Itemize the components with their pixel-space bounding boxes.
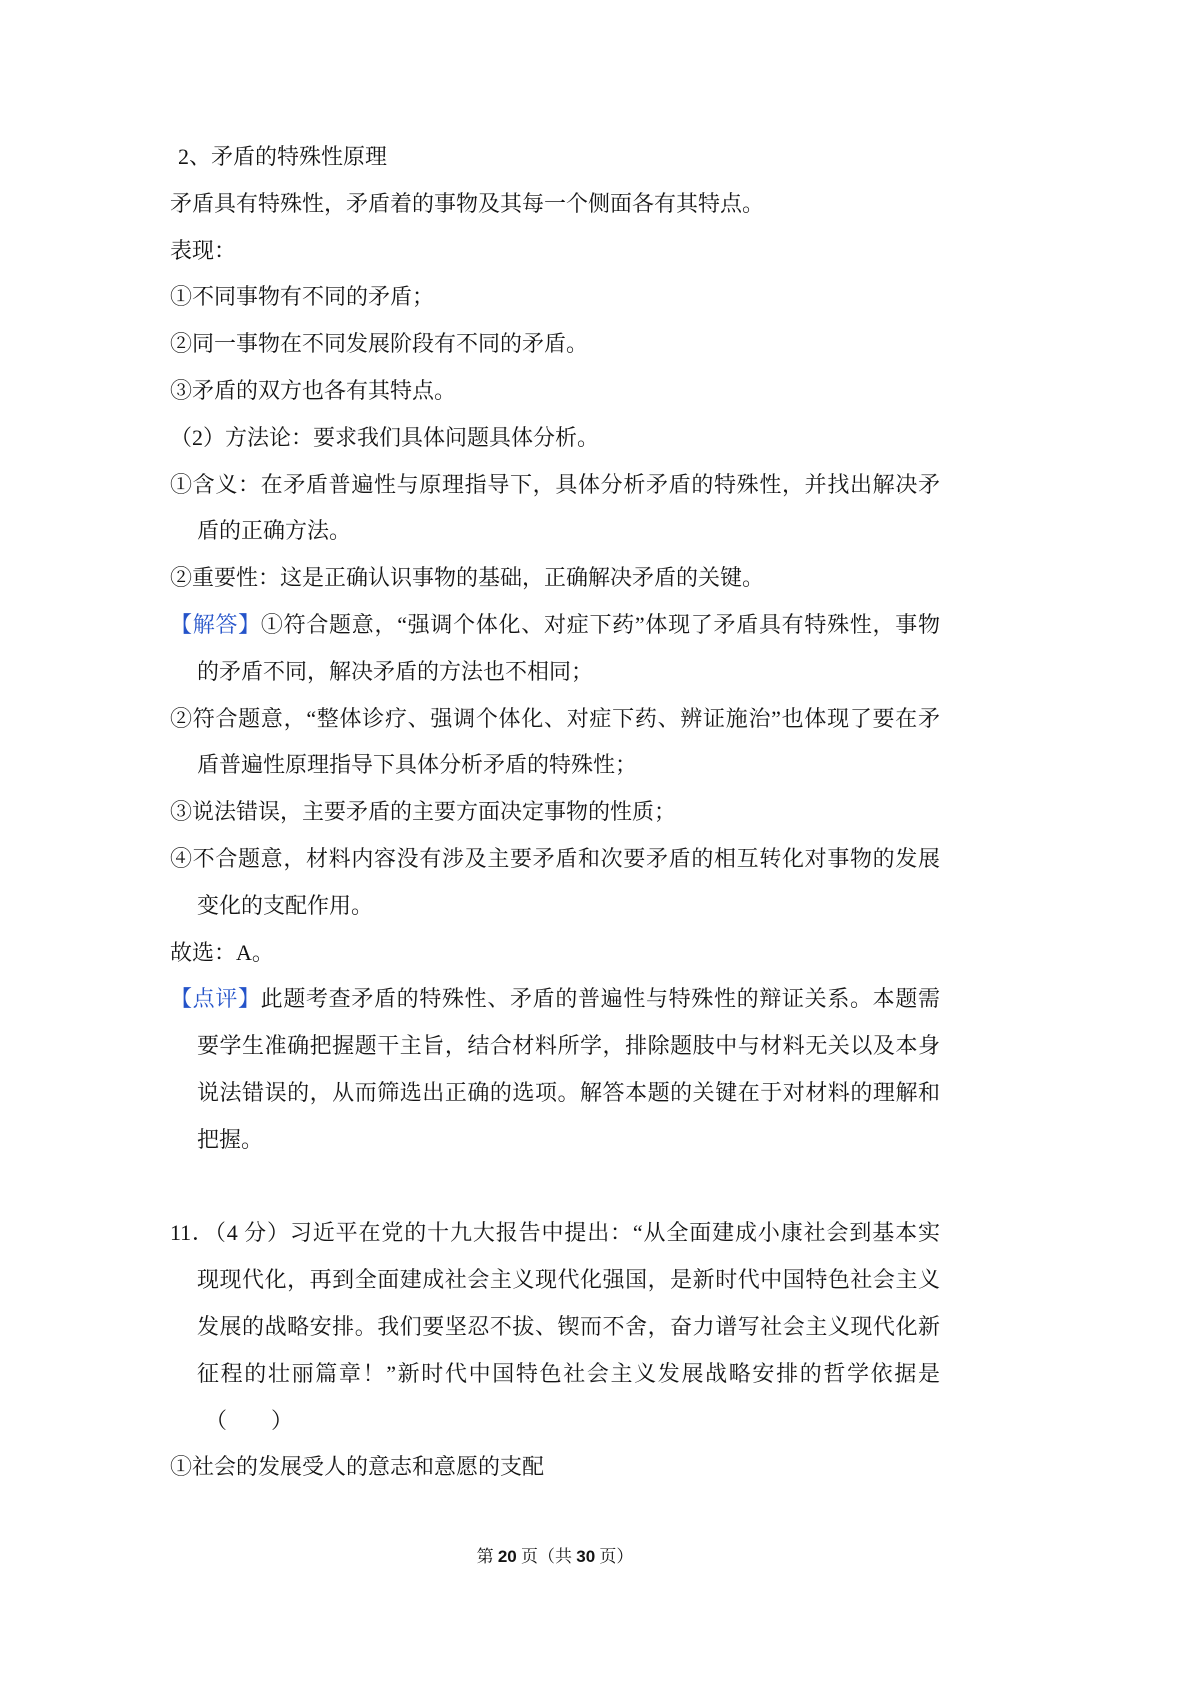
footer-middle: 页（共: [516, 1547, 577, 1566]
footer-suffix: 页）: [595, 1547, 634, 1566]
answer-line: ③说法错误，主要矛盾的主要方面决定事物的性质；: [170, 799, 677, 824]
meaning-line: 盾的正确方法。: [197, 518, 352, 543]
principle-statement: 矛盾具有特殊性，矛盾着的事物及其每一个侧面各有其特点。: [170, 191, 765, 216]
answer-line: 变化的支配作用。: [197, 893, 374, 918]
answer-line: [170, 611, 940, 639]
meaning-line: ①含义：在矛盾普遍性与原理指导下，具体分析矛盾的特殊性，并找出解决矛: [170, 472, 940, 497]
comment-text: 此题考查矛盾的特殊性、矛盾的普遍性与特殊性的辩证关系。本题需: [260, 986, 940, 1011]
answer-text: ①符合题意，“强调个体化、对症下药”体现了矛盾具有特殊性，事物: [260, 612, 940, 637]
comment-line: [170, 985, 940, 1013]
question-option: ①社会的发展受人的意志和意愿的支配: [170, 1454, 545, 1479]
section-heading: 2、矛盾的特殊性原理: [178, 144, 388, 169]
answer-blank: （ ）: [205, 1408, 294, 1433]
importance-line: ②重要性：这是正确认识事物的基础，正确解决矛盾的关键。: [170, 565, 765, 590]
question-points: （4 分）: [214, 1220, 290, 1245]
question-stem-text: 习近平在党的十九大报告中提出：“从全面建成小康社会到基本实: [289, 1220, 940, 1245]
footer-total-pages: 30: [576, 1547, 596, 1566]
answer-choice: 故选：A。: [170, 940, 274, 965]
answer-label: 【解答】: [170, 612, 261, 637]
question-stem-line: 发展的战略安排。我们要坚忍不拔、锲而不舍，奋力谱写社会主义现代化新: [197, 1314, 940, 1339]
footer-prefix: 第: [476, 1547, 498, 1566]
answer-line: 的矛盾不同，解决矛盾的方法也不相同；: [197, 659, 594, 684]
answer-line: ④不合题意，材料内容没有涉及主要矛盾和次要矛盾的相互转化对事物的发展: [170, 846, 940, 871]
question-number: 11．: [170, 1220, 215, 1245]
page-footer: [170, 1547, 940, 1567]
comment-line: 把握。: [197, 1127, 264, 1152]
answer-line: ②符合题意，“整体诊疗、强调个体化、对症下药、辨证施治”也体现了要在矛: [170, 706, 940, 731]
manifest-item: ①不同事物有不同的矛盾；: [170, 284, 435, 309]
manifest-item: ③矛盾的双方也各有其特点。: [170, 378, 457, 403]
method-title: （2）方法论：要求我们具体问题具体分析。: [170, 425, 600, 450]
manifest-label: 表现：: [170, 238, 237, 263]
comment-label: 【点评】: [170, 986, 261, 1011]
manifest-item: ②同一事物在不同发展阶段有不同的矛盾。: [170, 331, 589, 356]
question-stem-line: 现现代化，再到全面建成社会主义现代化强国，是新时代中国特色社会主义: [197, 1267, 940, 1292]
question-stem-line: [170, 1219, 940, 1247]
footer-page-number: 20: [497, 1547, 517, 1566]
question-stem-line: 征程的壮丽篇章！”新时代中国特色社会主义发展战略安排的哲学依据是: [197, 1361, 940, 1386]
comment-line: 说法错误的，从而筛选出正确的选项。解答本题的关键在于对材料的理解和: [197, 1080, 940, 1105]
comment-line: 要学生准确把握题干主旨，结合材料所学，排除题肢中与材料无关以及本身: [197, 1033, 940, 1058]
answer-line: 盾普遍性原理指导下具体分析矛盾的特殊性；: [197, 752, 638, 777]
